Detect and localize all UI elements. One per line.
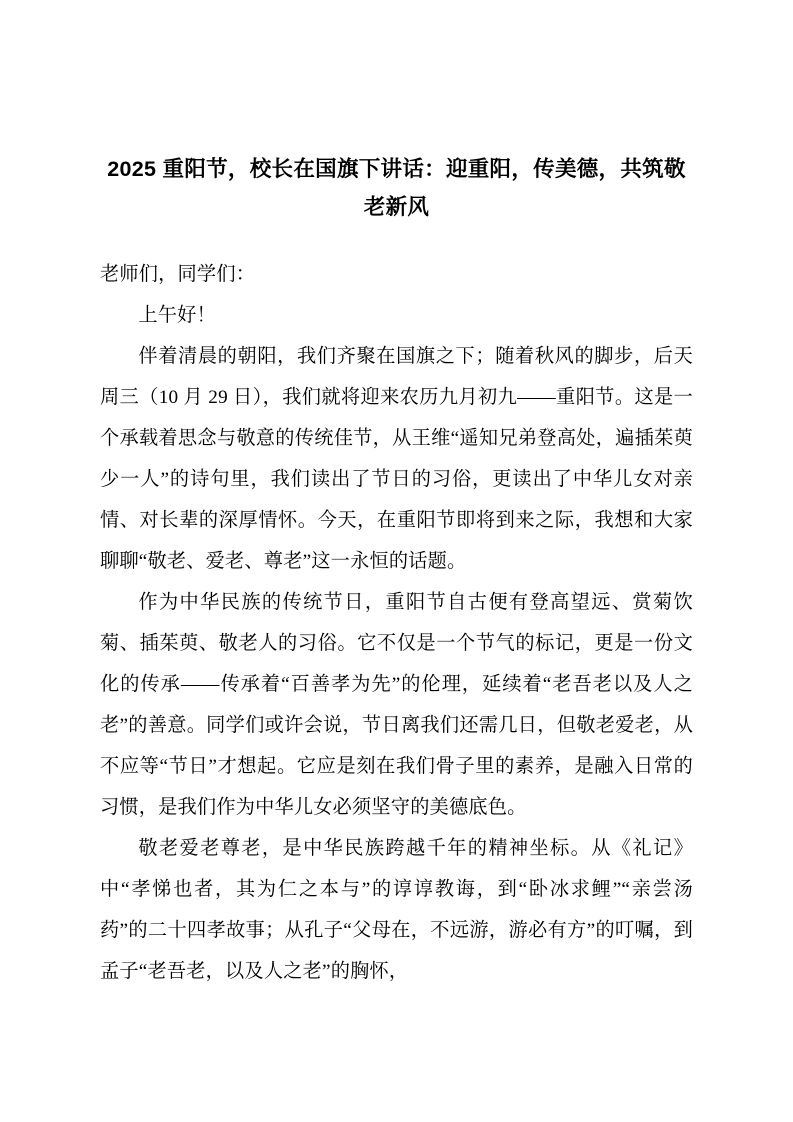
- paragraph-body-2: 作为中华民族的传统节日，重阳节自古便有登高望远、赏菊饮菊、插茱萸、敬老人的习俗。它不仅是一个节气的标记，更是一份文化的传承——传承着“百善孝为先”的伦理，延续着“老吾老以及人之老”的善意。同学们或许会说，节日离我们还需几日，但敬老爱老，从不应等“节日”才想起。它应是刻在我们骨子里的素养，是融入日常的习惯，是我们作为中华儿女必须坚守的美德底色。: [100, 592, 693, 818]
- paragraph-body-3: 敬老爱老尊老，是中华民族跨越千年的精神坐标。从《礼记》中“孝悌也者，其为仁之本与”的谆谆教诲，到“卧冰求鲤”“亲尝汤药”的二十四孝故事；从孔子“父母在，不远游，游必有方”的叮嘱，到孟子“老吾老，以及人之老”的胸怀，: [100, 838, 693, 982]
- page-title: 2025 重阳节，校长在国旗下讲话：迎重阳，传美德，共筑敬老新风: [107, 157, 686, 219]
- paragraph-greeting: 上午好！: [138, 305, 216, 326]
- paragraph-body-1: 伴着清晨的朝阳，我们齐聚在国旗之下；随着秋风的脚步，后天周三（10 月 29 日），我们就将迎来农历九月初九——重阳节。这是一个承载着思念与敬意的传统佳节，从王维“遥知兄弟登高处，遍插茱萸少一人”的诗句里，我们读出了节日的习俗，更读出了中华儿女对亲情、对长辈的深厚情怀。今天，在重阳节即将到来之际，我想和大家聊聊“敬老、爱老、尊老”这一永恒的话题。: [100, 346, 693, 572]
- paragraph-salutation: 老师们，同学们：: [100, 264, 256, 285]
